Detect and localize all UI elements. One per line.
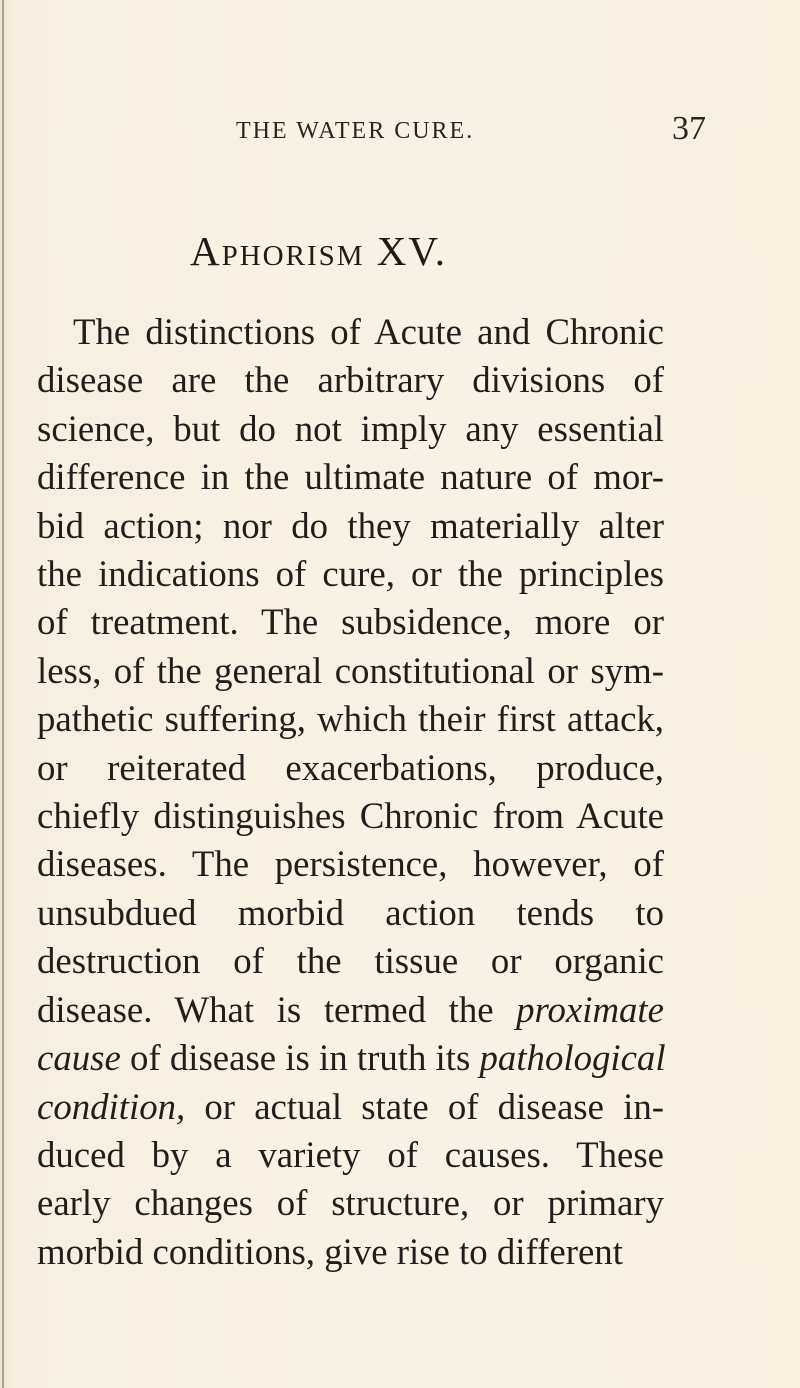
text-line: chiefly distinguishes Chronic from Acute [37, 795, 664, 837]
italic-term: pathological [479, 1037, 666, 1079]
section-title: Aphorism XV. [190, 228, 447, 274]
running-head: THE WATER CURE. [236, 118, 475, 144]
italic-term: condition, [37, 1085, 186, 1127]
text-segment: of disease is in truth its [129, 1037, 471, 1079]
text-line: or reiterated exacerbations, produce, [37, 746, 664, 788]
text-line: morbid conditions, give rise to different [37, 1230, 623, 1272]
text-line: difference in the ultimate nature of mor- [37, 456, 664, 498]
text-line: bid action; nor do they materially alter [37, 504, 664, 546]
text-line: science, but do not imply any essential [37, 407, 664, 449]
text-line: the indications of cure, or the principles [37, 553, 664, 595]
text-line-mixed [37, 1083, 664, 1131]
text-line: of treatment. The subsidence, more or [37, 601, 664, 643]
text-line: early changes of structure, or primary [37, 1182, 664, 1224]
text-line: duced by a variety of causes. These [37, 1133, 664, 1175]
page-number: 37 [672, 110, 706, 147]
text-line-mixed [37, 1034, 664, 1082]
text-line: The distinctions of Acute and Chronic [73, 311, 664, 352]
text-line: disease are the arbitrary divisions of [37, 359, 664, 401]
italic-term: proximate [516, 988, 664, 1030]
text-line: destruction of the tissue or organic [37, 940, 664, 982]
body-paragraph [37, 308, 664, 1276]
text-line: diseases. The persistence, however, of [37, 843, 664, 885]
text-segment: disease. What is termed the [37, 988, 494, 1030]
text-line-mixed [37, 986, 664, 1034]
italic-term: cause [37, 1037, 121, 1079]
text-line: less, of the general constitutional or sym- [37, 649, 664, 691]
text-line: unsubdued morbid action tends to [37, 891, 664, 933]
text-segment: or actual state of disease in- [204, 1085, 664, 1127]
text-line: pathetic suffering, which their first attack, [37, 698, 664, 740]
page-gutter-edge [2, 0, 4, 1388]
